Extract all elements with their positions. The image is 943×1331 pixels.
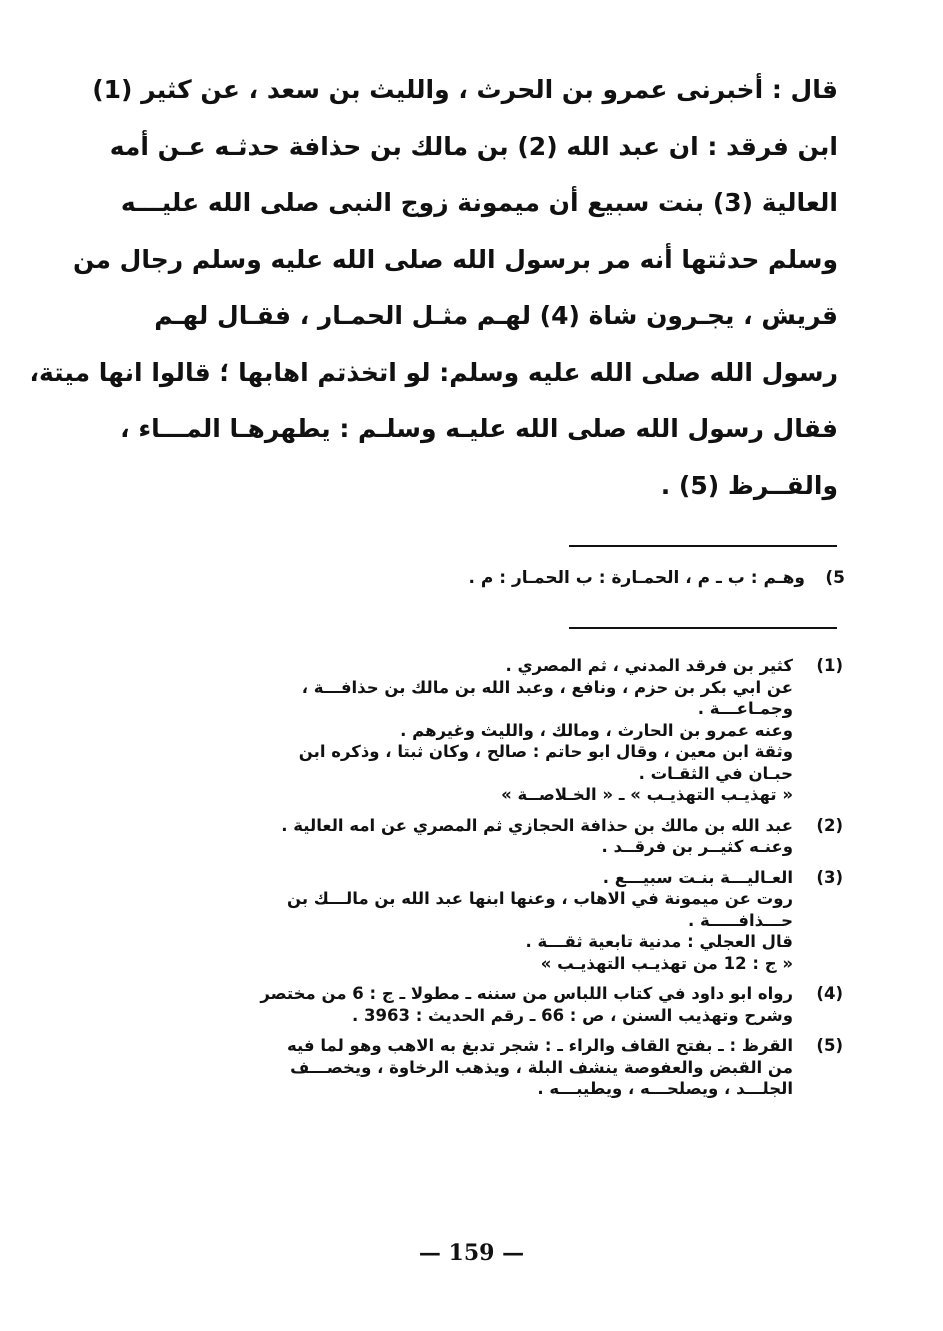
footnote-line: وعنه عمرو بن الحارث ، ومالك ، والليث وغيرهم . [400, 720, 793, 740]
footnote-number: (4) [816, 984, 843, 1003]
footnote-2 [173, 815, 843, 858]
footnote-number: (2) [816, 815, 843, 835]
footnote-line: عبد الله بن مالك بن حذافة الحجازي ثم المصري عن امه العالية . [281, 815, 793, 835]
footnotes [173, 655, 843, 1109]
footnote-1 [173, 655, 843, 806]
main-text-line: ابن فرقد : ان عبد الله (2) بن مالك بن حذافة حدثـه عـن أمه [109, 131, 838, 161]
footnote-line: الجلـــد ، ويصلحـــه ، ويطيبـــه . [537, 1079, 793, 1098]
footnote-separator-top [569, 545, 837, 547]
page-number: — 159 — [418, 1240, 525, 1266]
footnote-4 [173, 983, 843, 1026]
footnote-5 [173, 1035, 843, 1100]
main-text-line: والقــرظ (5) . [660, 470, 838, 500]
main-text-line: رسول الله صلى الله عليه وسلم: لو اتخذتم اهابها ؛ قالوا انها ميتة، [29, 357, 838, 387]
main-text [29, 62, 838, 514]
footnote-line: عن ابي بكر بن حزم ، ونافع ، وعبد الله بن مالك بن حذافـــة ، [301, 677, 793, 697]
footnote-line: وثقة ابن معين ، وقال ابو حاتم : صالح ، وكان ثبتا ، وذكره ابن [298, 742, 793, 761]
footnote-line: العـاليـــة بنـت سبيـــع . [602, 867, 793, 887]
variant-note [245, 563, 845, 593]
footnote-line: وجمـاعـــة . [697, 699, 793, 718]
main-text-line: العالية (3) بنت سبيع أن ميمونة زوج النبى صلى الله عليـــه [120, 188, 838, 217]
footnote-number: (1) [816, 656, 843, 675]
footnote-line: « تهذيـب التهذيـب » ـ « الخـلاصــة » [501, 785, 793, 804]
footnote-line: قال العجلي : مدنية تابعية ثقـــة . [525, 932, 793, 951]
footnote-line: حبـان في الثقـات . [638, 763, 793, 783]
variant-note-text: وهـم : ب ـ م ، الحمـارة : ب الحمـار : م . [468, 568, 805, 588]
footnote-line: رواه ابو داود في كتاب اللباس من سننه ـ مطولا ـ ج : 6 من مختصر [260, 984, 793, 1003]
main-text-line: قال : أخبرنى عمرو بن الحرث ، والليث بن سعد ، عن كثير (1) [92, 75, 838, 104]
footnote-line: وشرح وتهذيب السنن ، ص : 66 ـ رقم الحديث : 3963 . [352, 1005, 793, 1025]
footnote-line: كثير بن فرقد المدني ، ثم المصري . [505, 656, 793, 675]
footnote-line: وعنـه كثيــر بن فرقــد . [601, 837, 793, 856]
main-text-line: قريش ، يجـرون شاة (4) لهـم مثـل الحمـار ، فقـال لهـم [154, 301, 838, 330]
footnote-line: القرظ : ـ بفتح القاف والراء ـ : شجر تدبغ به الاهب وهو لما فيه [287, 1036, 793, 1055]
footnote-3 [173, 867, 843, 975]
footnote-number: (3) [816, 867, 843, 887]
variant-note-number: 5) [825, 568, 845, 588]
main-text-line: وسلم حدثتها أنه مر برسول الله صلى الله عليه وسلم رجال من [72, 244, 838, 274]
footnote-separator-bottom [569, 627, 837, 629]
footnote-number: (5) [816, 1036, 843, 1055]
footnote-line: من القبض والعفوصة ينشف البلة ، ويذهب الرخاوة ، ويخصـــف [290, 1057, 793, 1077]
footnote-line: حـــذافـــــة . [687, 910, 793, 930]
footnote-line: « ج : 12 من تهذيـب التهذيـب » [540, 953, 793, 973]
footnote-line: روت عن ميمونة في الاهاب ، وعنها ابنها عبد الله بن مالـــك بن [286, 889, 793, 908]
main-text-line: فقال رسول الله صلى الله عليـه وسلـم : يطهرهـا المـــاء ، [120, 414, 838, 443]
